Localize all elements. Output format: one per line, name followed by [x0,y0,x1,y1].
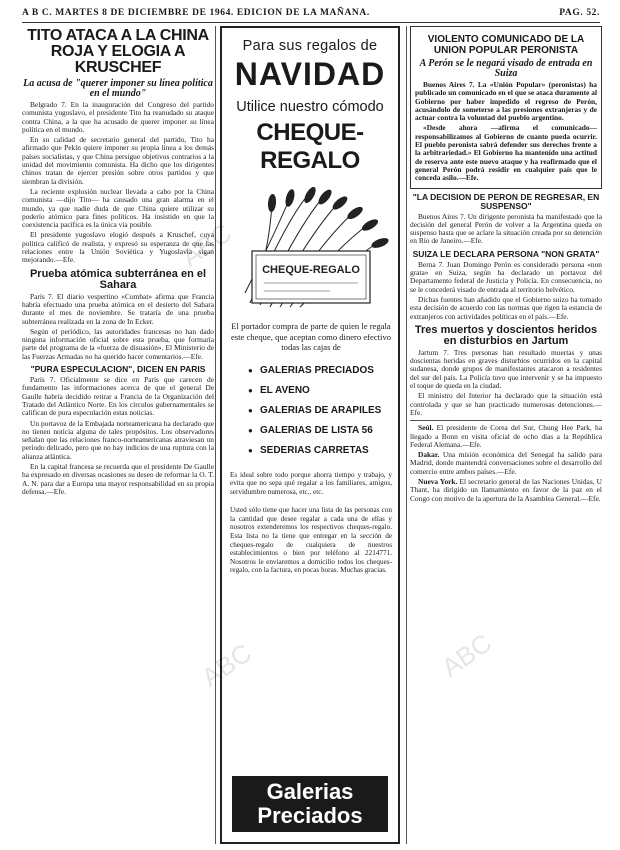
store-list [248,361,398,461]
brief-divider [410,420,602,421]
brief-place: Seúl. [418,423,434,433]
brief-item [410,478,602,503]
spec-paragraph: Un portavoz de la Embajada norteamericana ha declarado que no tienen noticia alguna de tales propósitos. Los observadores señalan que las relaciones franco-norteamericanas atraviesan un período delicado, pero que no hay indicios de una ruptura con la alianza atlántica. [22,418,214,461]
store-item: ● SEDERIAS CARRETAS [248,441,398,461]
spec-paragraph: En la capital francesa se recuerda que el presidente De Gaulle ha expresado en diversas ocasiones su deseo de reformar la O. T. A. N. para dar a Europa una mayor responsabilidad en su propia defensa.—Efe. [22,461,214,496]
wheat-sheaf-icon [230,183,390,313]
store-item: ● EL AVENO [248,381,398,401]
violento-box [410,26,602,189]
cheque-regalo-advert [220,26,400,844]
spec-headline: "PURA ESPECULACION", DICEN EN PARIS [30,364,206,375]
ad-illustration-label: CHEQUE-REGALO [262,264,360,276]
suiza-headline: SUIZA LE DECLARA PERSONA "NON GRATA" [412,248,600,259]
ad-body: El portador compra de parte de quien le regala este cheque, que aceptan como dinero efectivo todas las cajas de [230,321,392,352]
tito-paragraph: La reciente explosión nuclear llevada a cabo por la China comunista —dijo Tito— ha causado una gran alarma en el mundo, ya que nadie duda de que China quiere utilizar su poderío atómico para fines políticos. Ha insistido en que la coexistencia pacífica es la única vía posible. [22,186,214,230]
bomb-paragraph: Según el periódico, las autoridades francesas no han dado ninguna información oficial sobre esta prueba, que formaría parte del programa de la «fuerza de disuasión». El Ministerio de las Fuerzas Armadas no ha querido hacer comentarios.—Efe. [22,326,214,361]
abc-watermark: ABC [175,217,237,273]
decision-headline: "LA DECISION DE PERON DE REGRESAR, EN SUSPENSO" [412,191,600,211]
publication-line: A B C. MARTES 8 DE DICIEMBRE DE 1964. EDICION DE LA MAÑANA. [22,8,370,18]
violento-paragraph: Buenos Aires 7. La «Unión Popular» (peronistas) ha publicado un comunicado en el que se ataca duramente al Gobierno por haber impedido el regreso de Perón, acusándolo de someterse a las presiones extranjeras y de actuar contra la voluntad del pueblo argentino. [415,80,597,123]
ad-note: Es ideal sobre todo porque ahorra tiempo y trabajo, y evita que no sepa qué regalar a los familiares, amigos, servidumbre numerosa, etc., etc. [230,470,392,496]
violento-subhead: A Perón se le negará visado de entrada en Suiza [419,58,593,79]
logo-line: Galerias [266,779,354,804]
brief-place: Dakar. [418,450,440,460]
violento-headline: VIOLENTO COMUNICADO DE LA UNION POPULAR PERONISTA [427,34,585,56]
brief-text: Una misión económica del Senegal ha salido para Madrid, donde mantendrá conversaciones sobre el desarrollo del comercio entre ambos países.—Efe. [410,450,602,476]
tito-headline: TITO ATACA A LA CHINA ROJA Y ELOGIA A KRUSCHEF [27,27,209,76]
tito-paragraph: En su calidad de secretario general del partido, Tito ha afirmado que Pekín quiere imponer su propia línea a los demás países socialistas, y que China persigue objetivos contrarios a la unidad del movimiento comunista. Ha dicho que los dirigentes chinos tratan de ejercer presión sobre otros partidos y que siembran la división. [22,135,214,186]
ad-headline: NAVIDAD [234,56,386,92]
jartum-paragraph: El ministro del Interior ha declarado que la situación está controlada y que se han practicado numerosas detenciones.—Efe. [410,391,602,417]
suiza-paragraph: Dichas fuentes han añadido que el Gobierno suizo ha tomado esta decisión de acuerdo con las normas que rigen la estancia de extranjeros con actividades políticas en el país.—Efe. [410,294,602,321]
page-number: PAG. 52. [559,8,600,18]
ad-details: Usted sólo tiene que hacer una lista de las personas con la cantidad que desee regalar a cada una de ellas y nosotros extenderemos los respectivos cheques-regalo. Esta lista no la tiene que entregar en la sección de cheques-regalo de cualquiera de nuestros establecimientos o bien por teléfono al 2214771. Nosotros le enviaremos a domicilio todos los cheques-regalo, con la factura, en pocas horas. Muchas gracias. [230,506,392,575]
store-item: ● GALERIAS DE ARAPILES [248,401,398,421]
tito-paragraph: El presidente yugoslavo elogió después a Kruschef, cuya política calificó de realista, y expresó su esperanza de que las relaciones entre la Unión Soviética y Yugoslavia sigan mejorando.—Efe. [22,230,214,265]
brief-text: El secretario general de las Naciones Unidas, U Thant, ha dirigido un llamamiento en favor de la paz en el Congo con motivo de la apertura de la Asamblea General.—Efe. [410,476,602,503]
tito-subhead: La acusa de "querer imponer su línea política en el mundo" [23,78,213,99]
decision-paragraph: Buenos Aires 7. Un dirigente peronista ha manifestado que la decisión del general Perón de volver a la Argentina queda en suspenso hasta que se aclare la situación creada por su detención en Río de Janeiro.—Efe. [410,211,602,246]
logo-line: Preciados [257,803,363,828]
brief-item [410,451,602,476]
suiza-paragraph: Berna 7. Juan Domingo Perón es considerado persona «non grata» en Suiza, según ha declarado un portavoz del Departamento federal de Justicia y Policía. En consecuencia, no se le concederá visado de entrada al territorio helvético. [410,259,602,294]
store-item: ● GALERIAS DE LISTA 56 [248,421,398,441]
brief-text: El presidente de Corea del Sur, Chung Hee Park, ha llegado a Bonn en visita oficial de ocho días a la República Federal Alemana.—Efe. [410,423,602,449]
jartum-paragraph: Jartum 7. Tres personas han resultado muertas y unas doscientas heridas en graves disturbios ocurridos en la capital sudanesa, donde grupos de manifestantes atacaron a residentes del sur del país. La Policía tuvo que intervenir y se ha impuesto el toque de queda en la ciudad. [410,347,602,391]
column-divider [406,26,407,844]
column-right [410,26,602,846]
galerias-preciados-logo [232,776,388,832]
tito-paragraph: Belgrado 7. En la inauguración del Congreso del partido comunista yugoslavo, el presidente Tito ha reanudado su ataque contra China, a la que ha acusado de querer imponer su línea política en el mundo. [22,100,214,134]
column-advert [216,26,402,846]
spec-paragraph: París 7. Oficialmente se dice en París que carecen de fundamento las informaciones acerca de que el general De Gaulle habría decidido retirar a Francia de la Organización del Tratado del Atlántico Norte. En los círculos gubernamentales se califican de pura especulación estas noticias. [22,375,214,418]
brief-place: Nueva York. [418,476,458,486]
violento-paragraph: «Desde ahora —afirma el comunicado— responsabilizamos al Gobierno de cuanto pueda ocurrir. El pueblo peronista sabrá defender sus derechos frente a la arbitrariedad.» El Gobierno ha mantenido una actitud de reserva ante este nuevo ataque y ha reafirmado que el general Perón podrá residir en cualquier país que le conceda asilo.—Efe. [415,123,597,183]
ad-product: CHEQUE-REGALO [256,119,364,174]
jartum-headline: Tres muertos y doscientos heridos en disturbios en Jartum [414,323,598,347]
page-header [22,4,600,23]
ad-intro: Para sus regalos de [242,38,378,54]
bomb-paragraph: París 7. El diario vespertino «Combat» afirma que Francia habría efectuado una prueba atómica en el desierto del Sahara durante el mes de noviembre. Se trataría de una prueba subterránea realizada en la zona de In Ecker. [22,291,214,326]
brief-item [410,424,602,449]
ad-subline: Utilice nuestro cómodo [236,99,384,115]
abc-watermark: ABC [195,637,257,693]
bomb-headline: Prueba atómica subterránea en el Sahara [29,267,207,291]
ad-illustration [230,183,390,313]
column-left [22,26,214,846]
store-item: ● GALERIAS PRECIADOS [248,361,398,381]
abc-watermark: ABC [435,627,497,683]
